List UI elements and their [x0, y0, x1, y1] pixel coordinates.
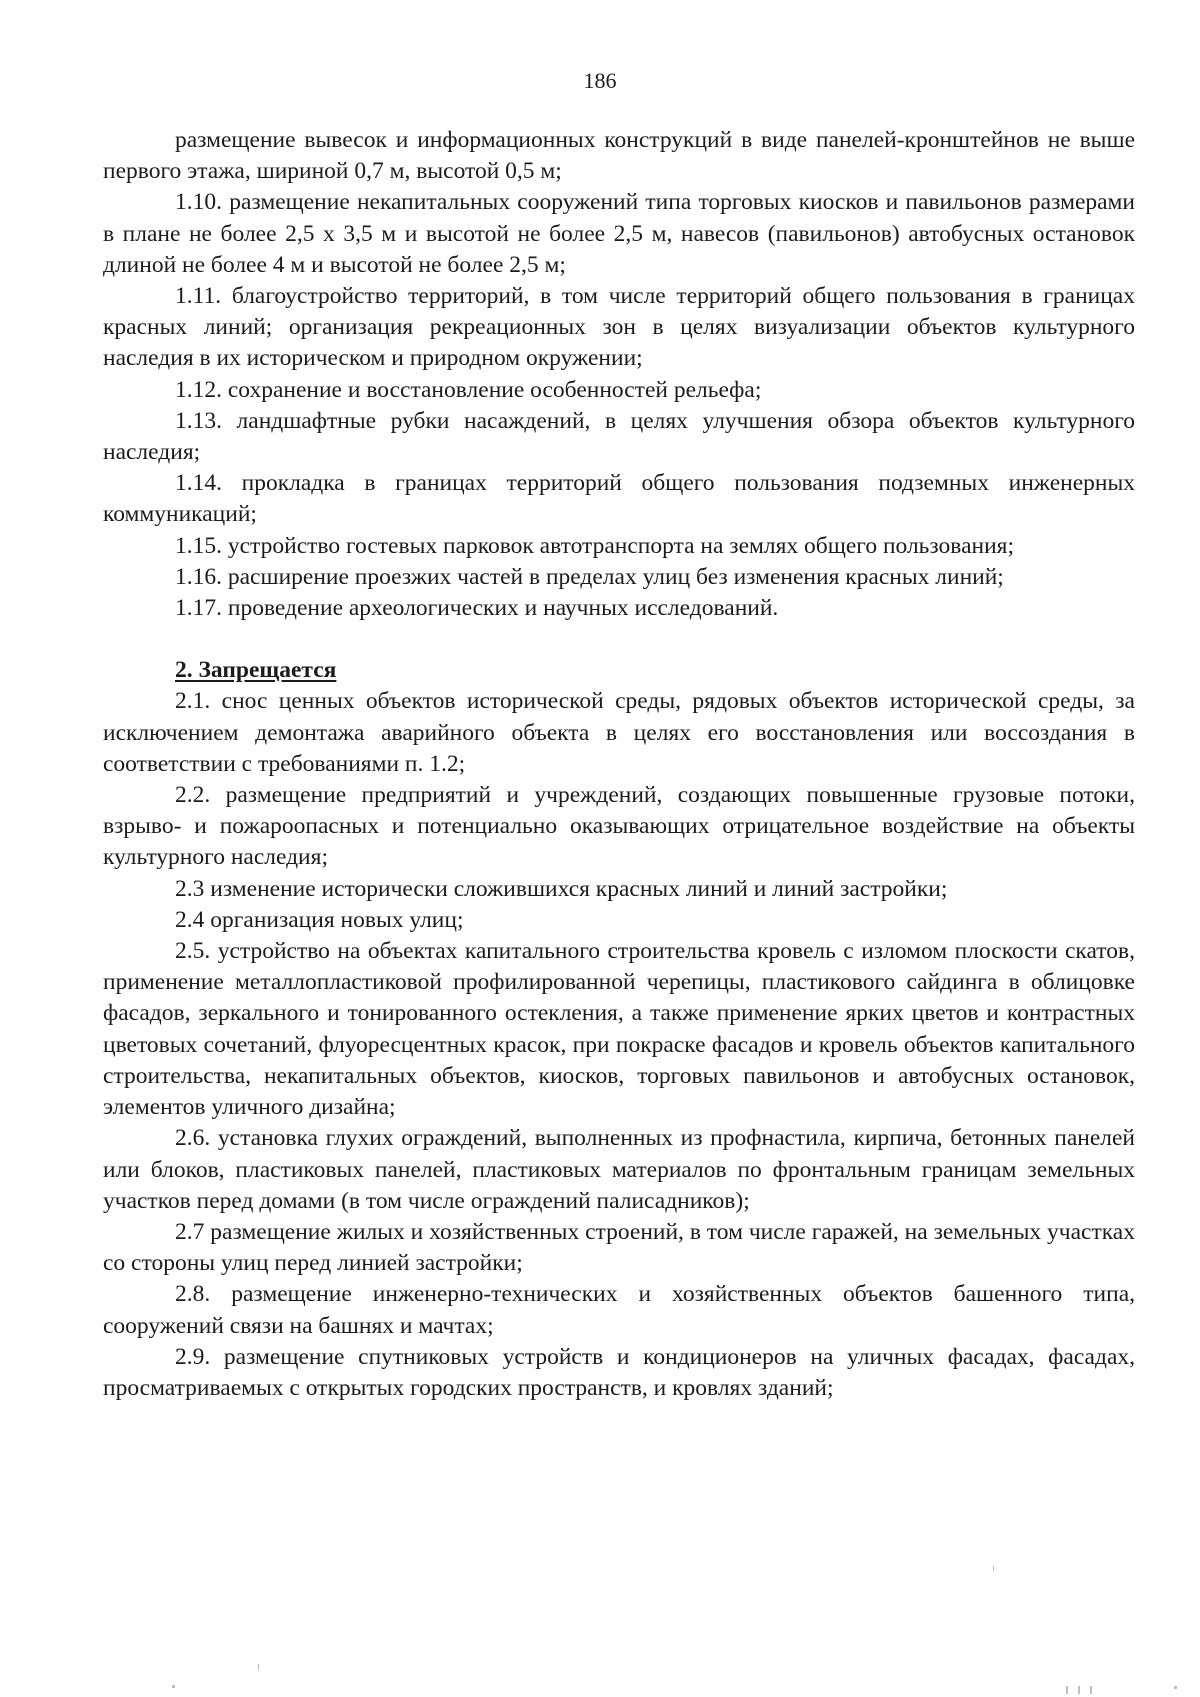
- paragraph-1-10: 1.10. размещение некапитальных сооружений типа торговых киосков и павильонов размерами в плане не более 2,5 х 3,5 м и высотой не более 2,5 м, навесов (павильонов) автобусных остановок длиной не более 4 м и высотой не более 2,5 м;: [103, 189, 1135, 278]
- page-number: 186: [583, 68, 617, 93]
- document-body: [103, 125, 1135, 1404]
- paragraph-2-9: 2.9. размещение спутниковых устройств и кондиционеров на уличных фасадах, фасадах, просматриваемых с открытых городских пространств, и кровлях зданий;: [103, 1343, 1135, 1401]
- scan-speck: [1066, 1686, 1068, 1694]
- paragraph-1-16: 1.16. расширение проезжих частей в пределах улиц без изменения красных линий;: [175, 563, 1004, 590]
- scan-speck: [1090, 1686, 1092, 1694]
- section-heading-prohibited: 2. Запрещается: [175, 657, 337, 684]
- scan-speck: [993, 1566, 994, 1571]
- paragraph-2-8: 2.8. размещение инженерно-технических и хозяйственных объектов башенного типа, сооружений связи на башнях и мачтах;: [103, 1281, 1135, 1339]
- paragraph-1-12: 1.12. сохранение и восстановление особенностей рельефа;: [175, 376, 762, 403]
- paragraph-2-5: 2.5. устройство на объектах капитального строительства кровель с изломом плоскости скатов, применение металлопластиковой профилированной черепицы, пластикового сайдинга в облицовке фасадов, зеркального и тонированного остекления, а также применение ярких цветов и контрастных цветовых сочетаний, флуоресцентных красок, при покраске фасадов и кровель объектов капитального строительства, некапитальных объектов, киосков, торговых павильонов и автобусных остановок, элементов уличного дизайна;: [103, 938, 1135, 1121]
- paragraph-2-1: 2.1. снос ценных объектов исторической среды, рядовых объектов исторической среды, за исключением демонтажа аварийного объекта в целях его восстановления или воссоздания в соответствии с требованиями п. 1.2;: [103, 688, 1135, 777]
- paragraph-2-2: 2.2. размещение предприятий и учреждений, создающих повышенные грузовые потоки, взрыво- и пожароопасных и потенциально оказывающих отрицательное воздействие на объекты культурного наследия;: [103, 782, 1135, 871]
- scan-speck: [1078, 1686, 1080, 1694]
- paragraph-1-11: 1.11. благоустройство территорий, в том числе территорий общего пользования в границах красных линий; организация рекреационных зон в целях визуализации объектов культурного наследия в их историческом и природном окружении;: [103, 283, 1135, 372]
- paragraph-2-6: 2.6. установка глухих ограждений, выполненных из профнастила, кирпича, бетонных панелей или блоков, пластиковых панелей, пластиковых материалов по фронтальным границам земельных участков перед домами (в том числе ограждений палисадников);: [103, 1125, 1135, 1214]
- scan-speck: [258, 1664, 259, 1670]
- paragraph-2-4: 2.4 организация новых улиц;: [175, 906, 464, 933]
- paragraph-2-7: 2.7 размещение жилых и хозяйственных строений, в том числе гаражей, на земельных участках со стороны улиц перед линией застройки;: [103, 1218, 1135, 1277]
- paragraph-1-15: 1.15. устройство гостевых парковок автотранспорта на землях общего пользования;: [175, 532, 1015, 559]
- scan-speck: [1174, 1686, 1177, 1689]
- paragraph-1-17: 1.17. проведение археологических и научных исследований.: [175, 595, 779, 622]
- paragraph-1-13: 1.13. ландшафтные рубки насаждений, в целях улучшения обзора объектов культурного наследия;: [103, 407, 1135, 466]
- paragraph-1-14: 1.14. прокладка в границах территорий общего пользования подземных инженерных коммуникаций;: [103, 470, 1135, 528]
- paragraph-2-3: 2.3 изменение исторически сложившихся красных линий и линий застройки;: [175, 875, 948, 902]
- paragraph-1-9: размещение вывесок и информационных конструкций в виде панелей-кронштейнов не выше первого этажа, шириной 0,7 м, высотой 0,5 м;: [103, 127, 1135, 185]
- scan-speck: [172, 1685, 175, 1688]
